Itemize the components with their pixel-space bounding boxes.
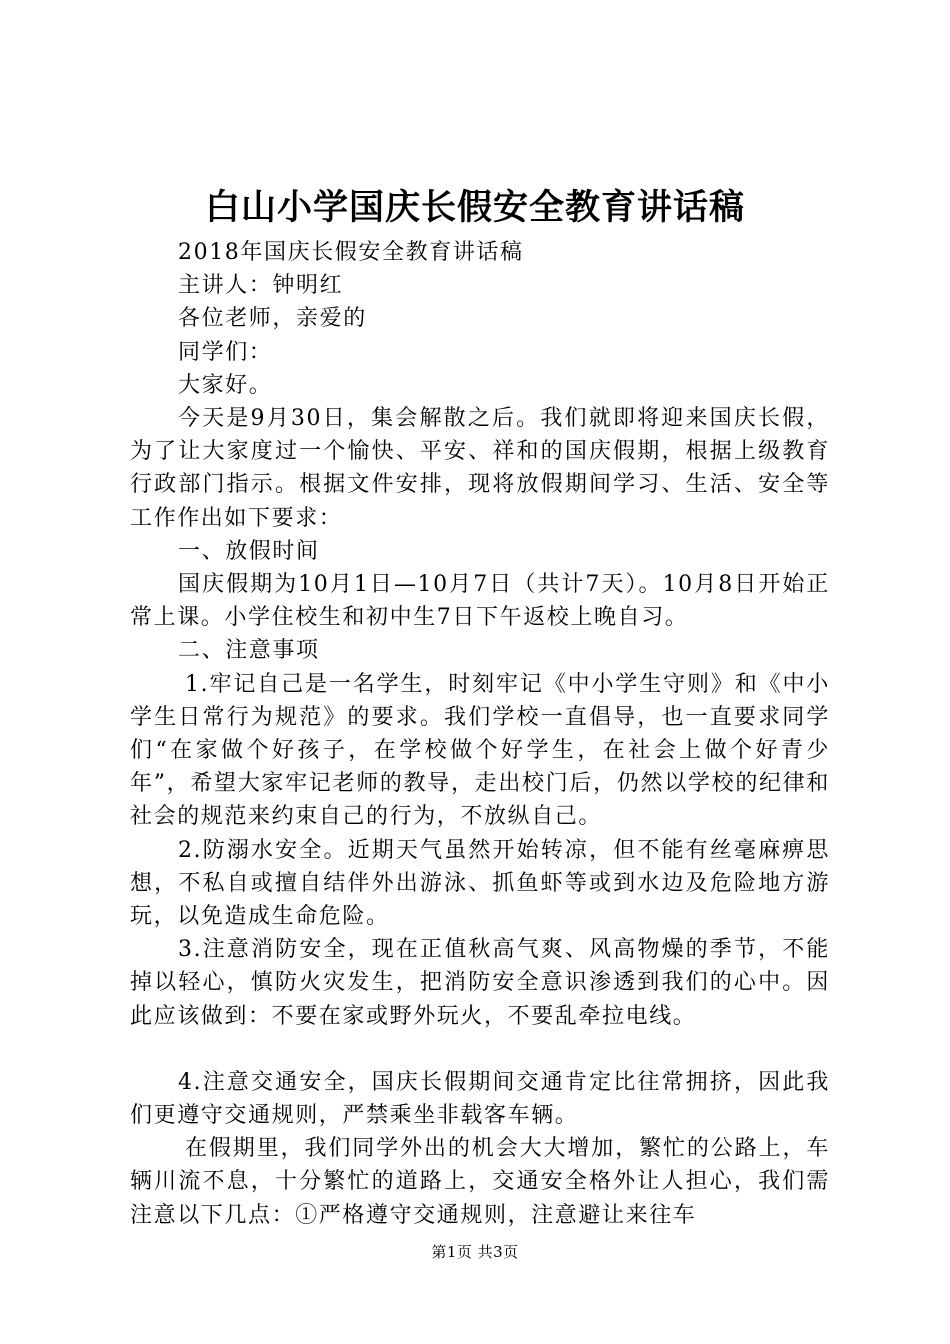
section-heading-holiday-time: 一、放假时间	[178, 538, 320, 564]
paragraph-note-4: 4.注意交通安全，国庆长假期间交通肯定比往常拥挤，因此我们更遵守交通规则，严禁乘坐非载客车辆。	[130, 1069, 830, 1129]
paragraph-salutation-students: 同学们：	[178, 339, 273, 365]
paragraph-greeting: 大家好。	[178, 372, 273, 398]
paragraph-intro: 今天是9月30日，集会解散之后。我们就即将迎来国庆长假，为了让大家度过一个愉快、平安、祥和的国庆假期，根据上级教育行政部门指示。根据文件安排，现将放假期间学习、生活、安全等工作作出如下要求：	[130, 406, 830, 531]
section-heading-notes: 二、注意事项	[178, 638, 320, 664]
paragraph-speaker: 主讲人：钟明红	[178, 273, 344, 299]
paragraph-note-1: 1.牢记自己是一名学生，时刻牢记《中小学生守则》和《中小学生日常行为规范》的要求。我们学校一直倡导，也一直要求同学们“在家做个好孩子，在学校做个好学生，在社会上做个好青少年”，希望大家牢记老师的教导，走出校门后，仍然以学校的纪律和社会的规范来约束自己的行为，不放纵自己。	[130, 671, 830, 830]
paragraph-subtitle: 2018年国庆长假安全教育讲话稿	[178, 240, 524, 265]
paragraph-holiday-dates: 国庆假期为10月1日—10月7日（共计7天）。10月8日开始正常上课。小学住校生和初中生7日下午返校上晚自习。	[130, 572, 830, 631]
blank-line	[130, 1033, 830, 1066]
paragraph-salutation-teachers: 各位老师，亲爱的	[178, 306, 367, 332]
page-footer: 第1页 共3页	[431, 1243, 519, 1261]
document-title: 白山小学国庆长假安全教育讲话稿	[204, 187, 745, 228]
paragraph-traffic-details: 在假期里，我们同学外出的机会大大增加，繁忙的公路上，车辆川流不息，十分繁忙的道路上，交通安全格外让人担心，我们需注意以下几点：①严格遵守交通规则，注意避让来往车	[130, 1136, 830, 1228]
paragraph-note-2: 2.防溺水安全。近期天气虽然开始转凉，但不能有丝毫麻痹思想，不私自或擅自结伴外出游泳、抓鱼虾等或到水边及危险地方游玩，以免造成生命危险。	[130, 837, 830, 930]
paragraph-note-3: 3.注意消防安全，现在正值秋高气爽、风高物燥的季节，不能掉以轻心，慎防火灾发生，把消防安全意识渗透到我们的心中。因此应该做到：不要在家或野外玩火，不要乱牵拉电线。	[130, 937, 830, 1029]
document-body	[130, 236, 830, 1232]
